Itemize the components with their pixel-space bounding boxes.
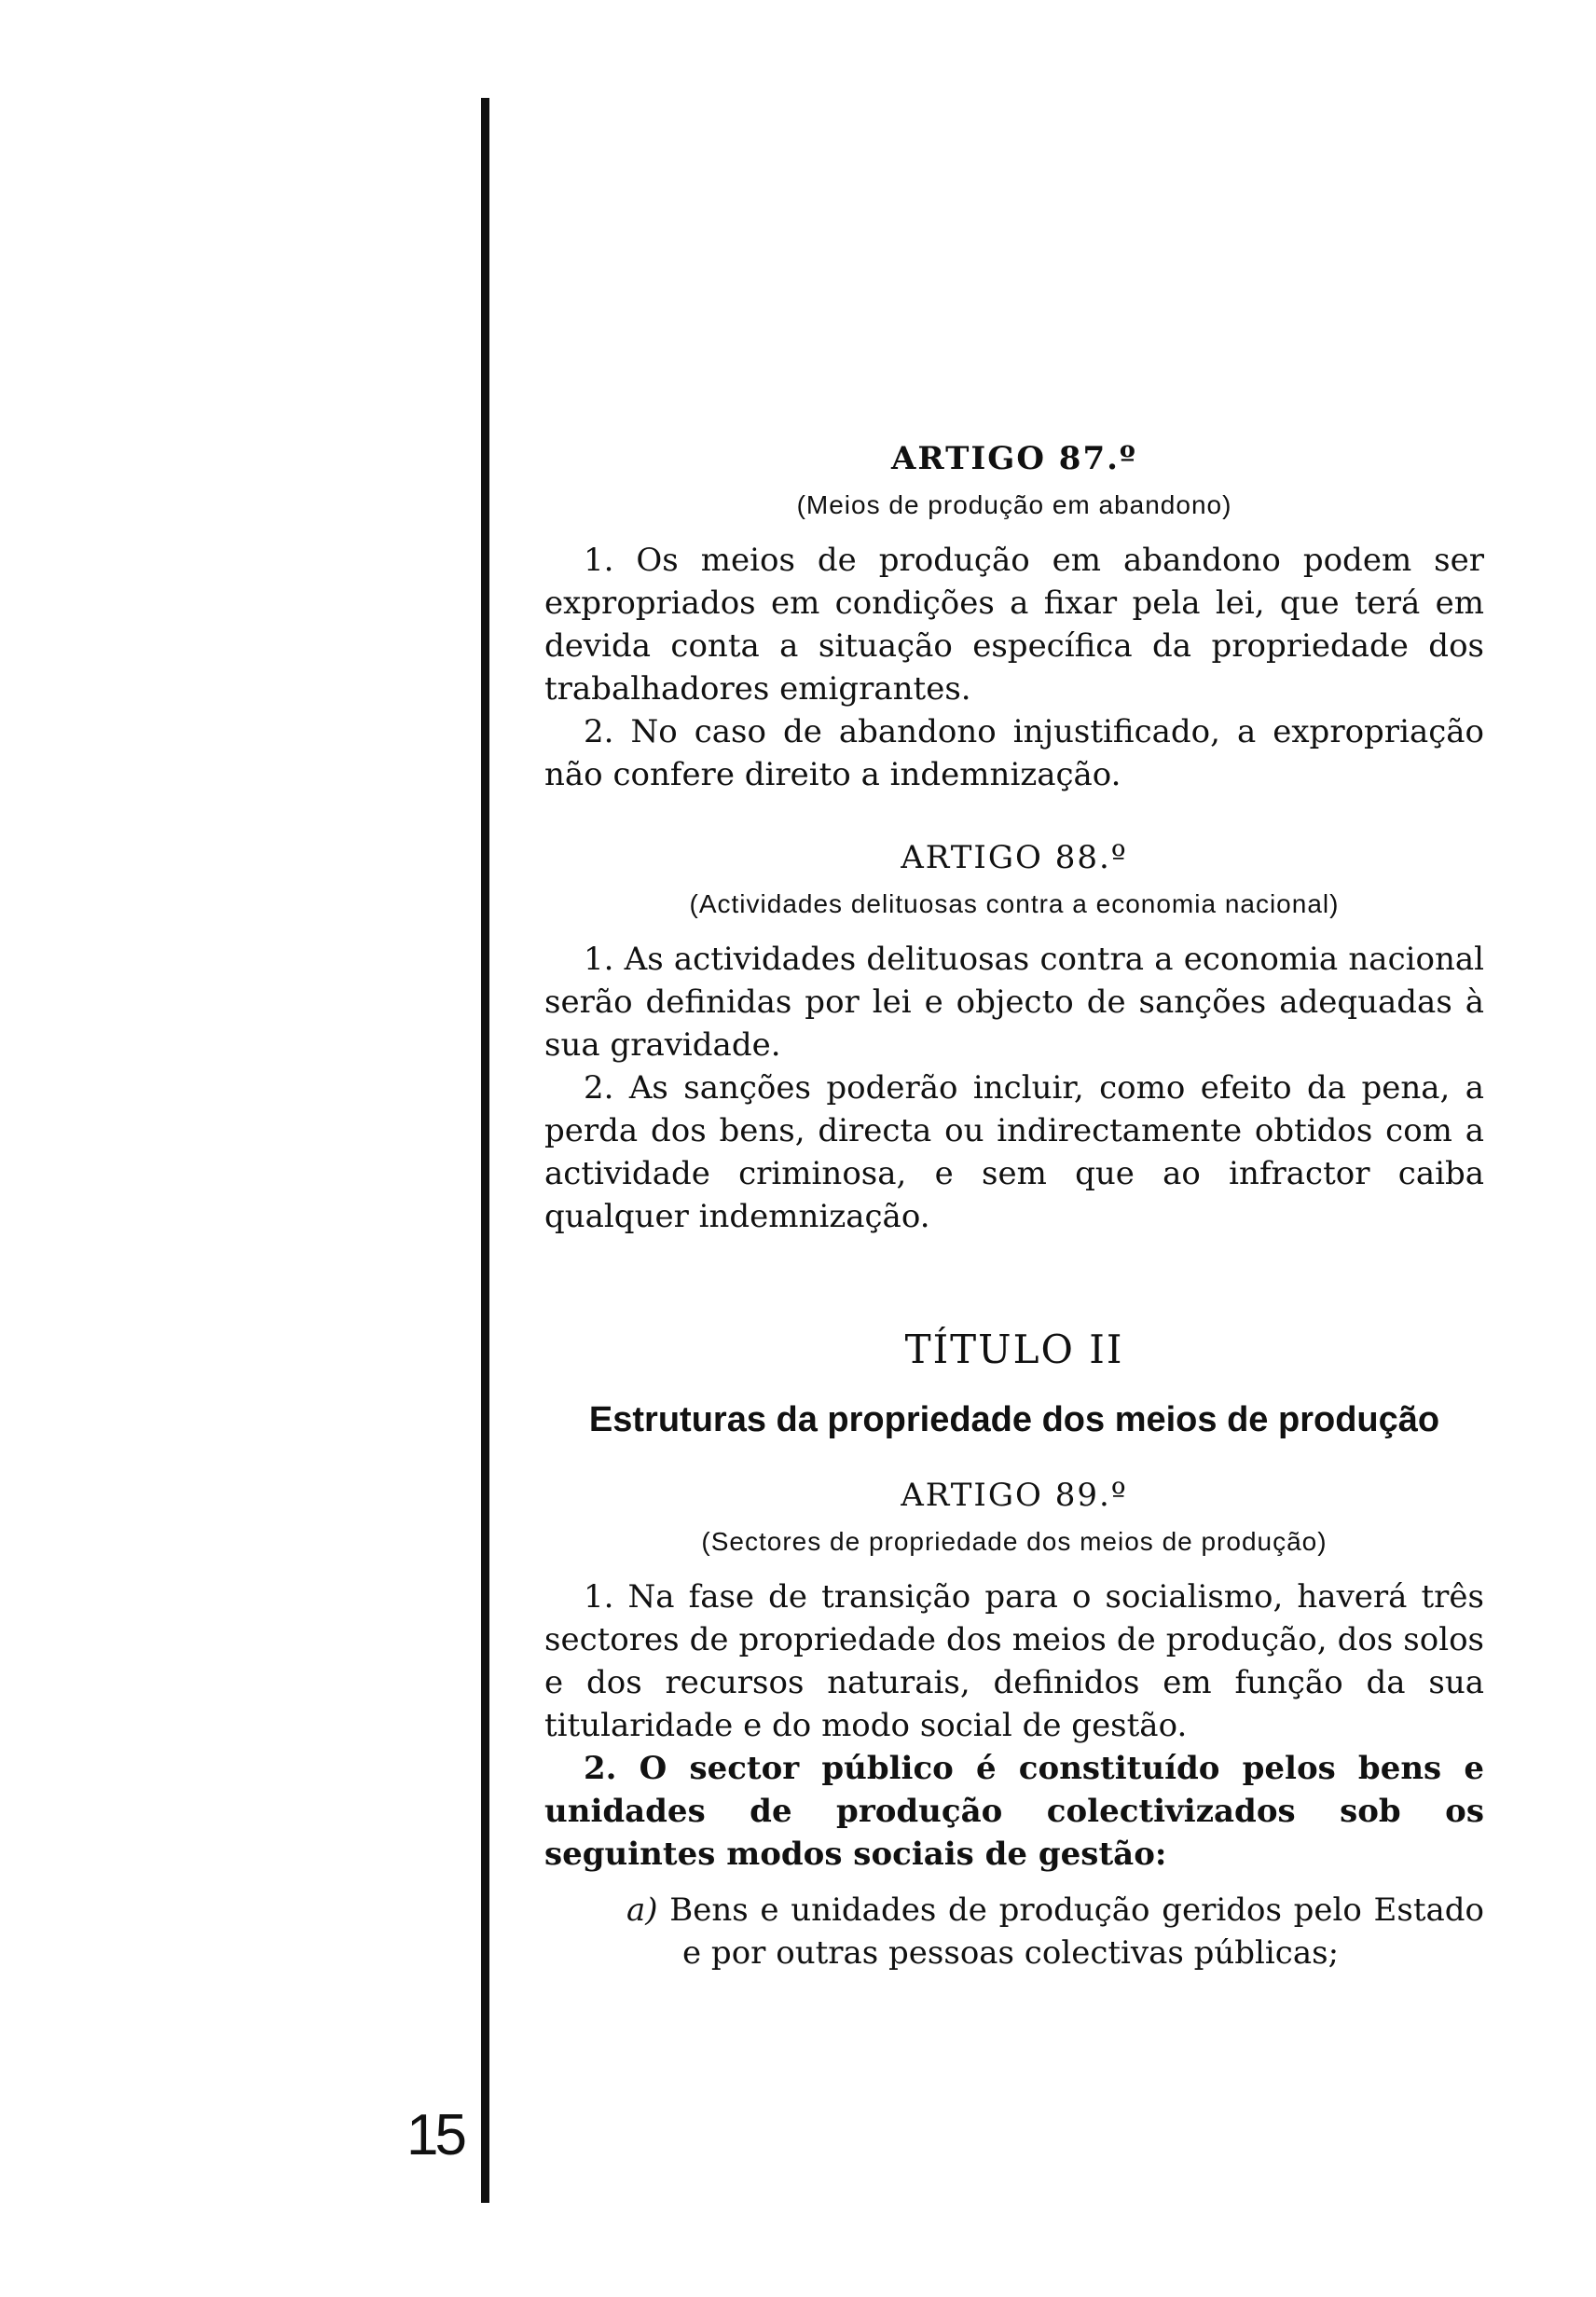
- article-87: [544, 438, 1484, 796]
- article-88: [544, 837, 1484, 1238]
- article-88-title: ARTIGO 88.º: [901, 839, 1128, 876]
- article-89: [544, 1475, 1484, 1974]
- article-88-paragraph-2: 2. As sanções poderão incluir, como efeito da pena, a perda dos bens, directa ou indirectamente obtidos com a actividade criminosa, e sem que ao infractor caiba qualquer indemnização.: [544, 1069, 1484, 1235]
- article-87-paragraph-2: 2. No caso de abandono injustificado, a expropriação não confere direito a indemnização.: [544, 713, 1484, 793]
- titulo-subheading: Estruturas da propriedade dos meios de produção: [588, 1400, 1440, 1439]
- article-88-subtitle: (Actividades delituosas contra a economia nacional): [689, 889, 1340, 918]
- article-89-title: ARTIGO 89.º: [901, 1477, 1128, 1514]
- page-number: 15: [406, 2103, 463, 2167]
- article-87-title: ARTIGO 87.º: [891, 440, 1137, 477]
- titulo-heading: TÍTULO II: [904, 1327, 1124, 1372]
- article-87-paragraph-1: 1. Os meios de produção em abandono podem ser expropriados em condições a fixar pela lei, que terá em devida conta a situação específica da propriedade dos trabalhadores emigrantes.: [544, 542, 1484, 708]
- vertical-rule: [481, 98, 489, 2203]
- item-a-text: Bens e unidades de produção geridos pelo Estado e por outras pessoas colectivas públicas;: [669, 1891, 1484, 1972]
- article-87-subtitle: (Meios de produção em abandono): [796, 490, 1232, 519]
- article-89-subtitle: (Sectores de propriedade dos meios de produção): [701, 1527, 1328, 1556]
- article-89-paragraph-1: 1. Na fase de transição para o socialismo, haverá três sectores de propriedade dos meios de produção, dos solos e dos recursos naturais, definidos em função da sua titularidade e do modo social de gestão.: [544, 1578, 1484, 1744]
- item-a-letter: a): [626, 1891, 658, 1929]
- page-content: [544, 438, 1484, 1974]
- article-89-item-a: [626, 1889, 1484, 1974]
- article-88-paragraph-1: 1. As actividades delituosas contra a economia nacional serão definidas por lei e objecto de sanções adequadas à sua gravidade.: [544, 941, 1484, 1064]
- article-89-paragraph-2: 2. O sector público é constituído pelos bens e unidades de produção colectivizados sob os seguintes modos sociais de gestão:: [544, 1750, 1484, 1873]
